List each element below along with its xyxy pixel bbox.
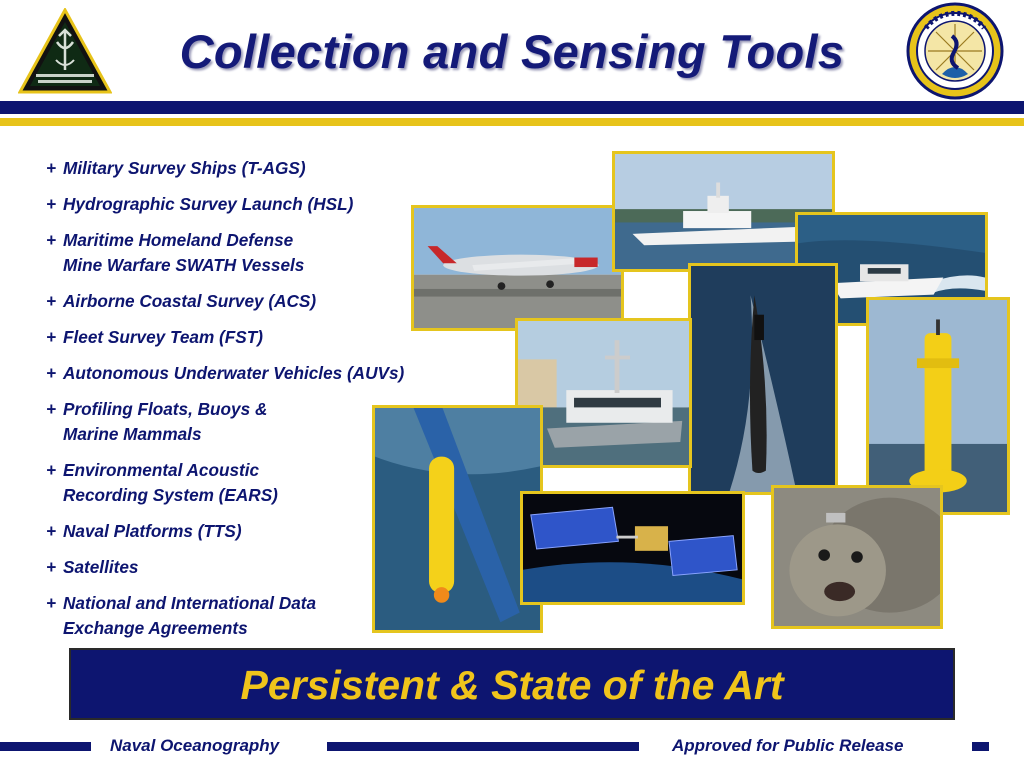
airplane-photo	[411, 205, 624, 331]
list-item: + Environmental Acoustic Recording System (EARS)	[46, 460, 278, 505]
header-band-gold	[0, 118, 1024, 126]
list-item: + Maritime Homeland Defense Mine Warfare SWATH Vessels	[46, 230, 305, 275]
footer-left-text: Naval Oceanography	[110, 736, 280, 755]
list-item: + Military Survey Ships (T-AGS)	[46, 158, 306, 178]
list-item: + Airborne Coastal Survey (ACS)	[46, 291, 317, 311]
footer-right-text: Approved for Public Release	[672, 736, 904, 755]
header-band-navy	[0, 101, 1024, 114]
key-message-banner	[69, 648, 955, 720]
list-item: + Naval Platforms (TTS)	[46, 521, 242, 541]
list-item: + National and International Data Exchange Agreements	[46, 593, 317, 638]
list-item: + Fleet Survey Team (FST)	[46, 327, 263, 347]
list-item: + Hydrographic Survey Launch (HSL)	[46, 194, 354, 214]
submarine-photo	[688, 263, 838, 495]
list-item: + Profiling Floats, Buoys & Marine Mammals	[46, 399, 268, 444]
footer-bar-middle	[327, 742, 639, 751]
page-title: Collection and Sensing Tools	[179, 25, 845, 78]
footer-bar-left	[0, 742, 91, 751]
list-item: + Autonomous Underwater Vehicles (AUVs)	[46, 363, 405, 383]
buoy-photo	[866, 297, 1010, 515]
list-item: + Satellites	[46, 557, 139, 577]
footer-bar-right	[972, 742, 989, 751]
auv-photo	[372, 405, 543, 633]
banner-text: Persistent & State of the Art	[240, 662, 784, 708]
satellite-photo	[520, 491, 745, 605]
marine-mammal-photo	[771, 485, 943, 629]
